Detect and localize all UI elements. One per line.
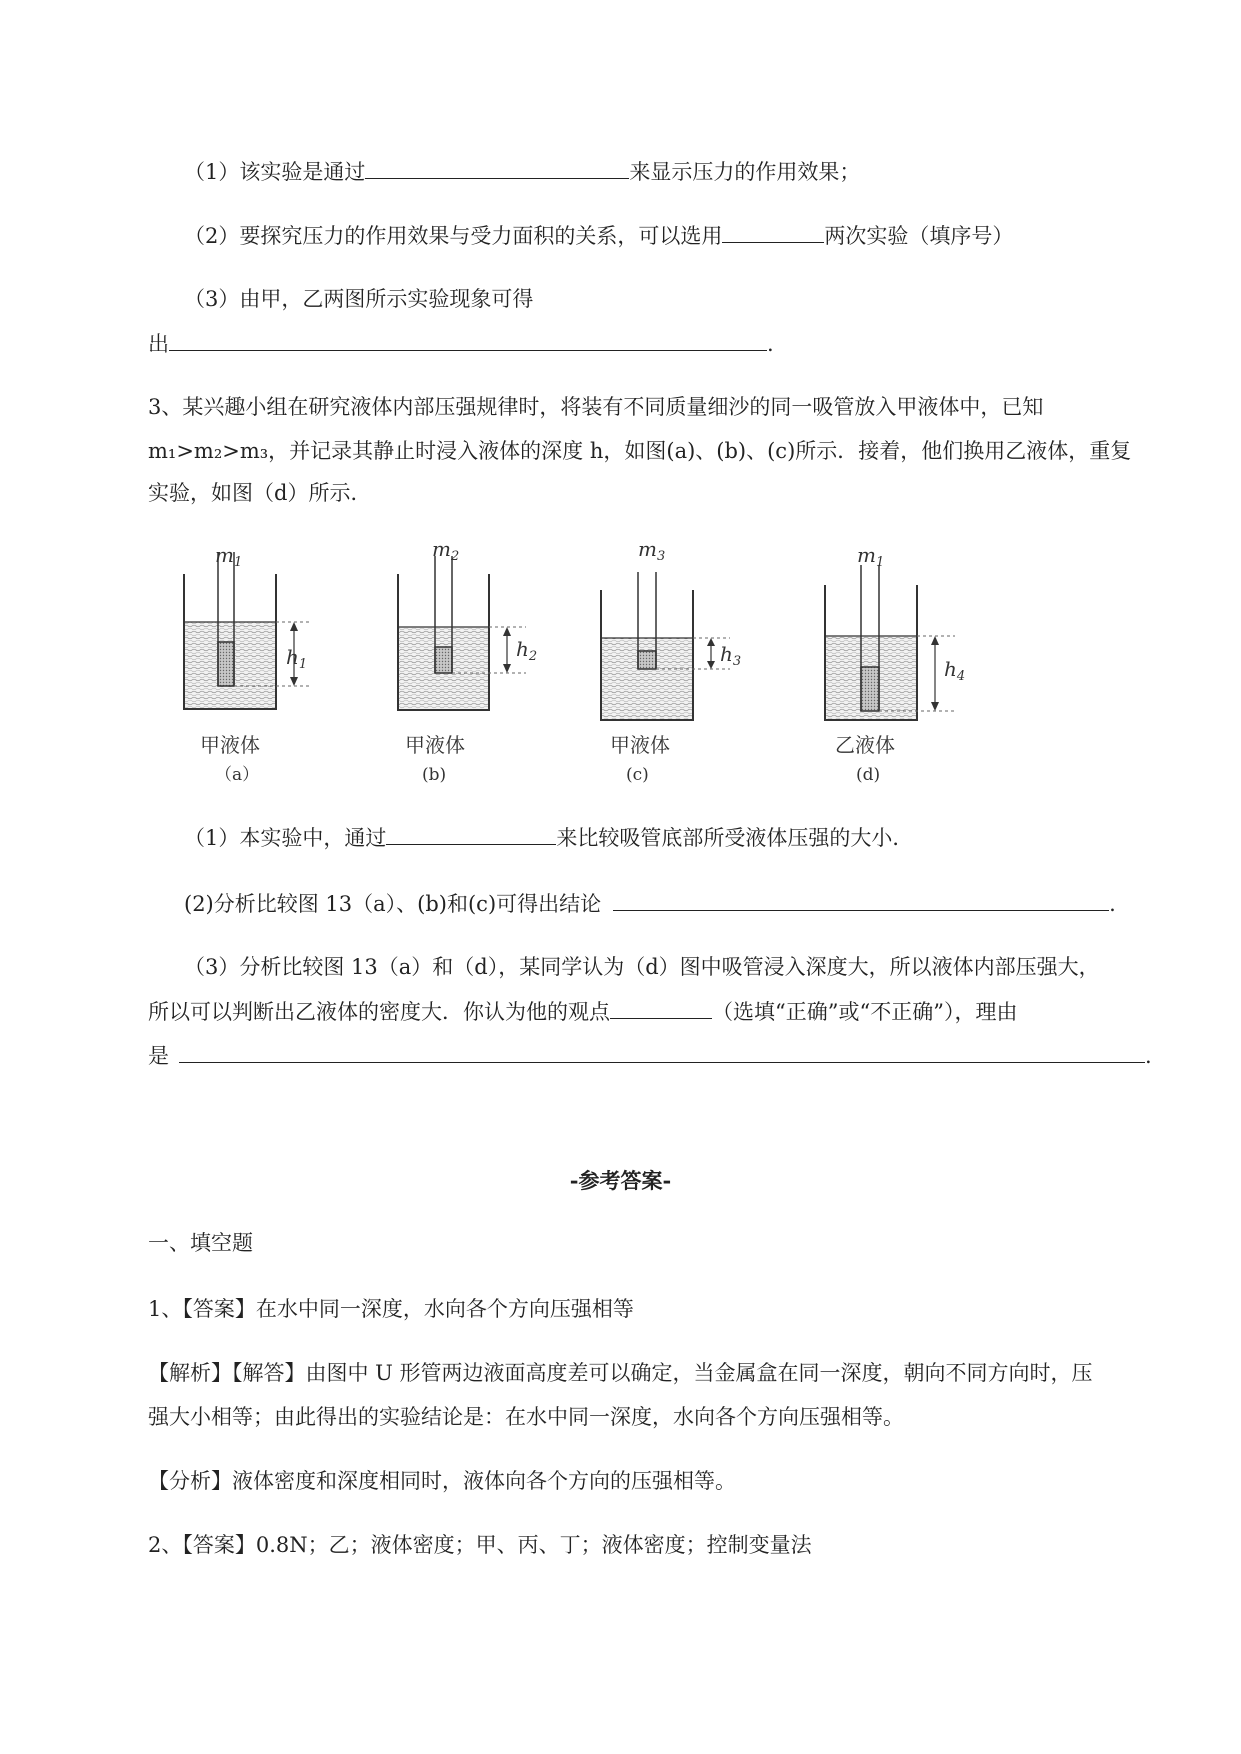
sand-in-straw-a	[218, 642, 234, 686]
mass-label-d: $m_1$	[857, 543, 885, 570]
figure-panel-d	[825, 543, 965, 785]
liquid-label-b: 甲液体	[405, 733, 465, 757]
answer-1-analysis-line1: 【解析】【解答】由图中 U 形管两边液面高度差可以确定，当金属盒在同一深度，朝向不同方向时，压	[148, 1361, 1093, 1385]
depth-label-c: $h_3$	[720, 642, 742, 669]
answers-section-heading: 一、填空题	[148, 1231, 253, 1255]
panel-tag-c: (c)	[626, 765, 649, 785]
q3-intro-line3: 实验，如图（d）所示．	[148, 481, 372, 505]
answer-blank[interactable]	[179, 1040, 1145, 1063]
figure-panel-a	[184, 543, 312, 785]
mass-label-c: $m_3$	[638, 537, 666, 564]
straw-experiment-figure	[0, 530, 1241, 800]
figure-panel-c	[601, 537, 741, 785]
answer-1-note: 【分析】液体密度和深度相同时，液体向各个方向的压强相等。	[148, 1469, 736, 1493]
depth-label-b: $h_2$	[516, 637, 538, 664]
q2-part1: （1）该实验是通过 来显示压力的作用效果；	[184, 156, 860, 187]
q3-part3-line1: （3）分析比较图 13（a）和（d），某同学认为（d）图中吸管浸入深度大，所以液体内部压强大，	[184, 955, 1100, 979]
panel-tag-b: (b)	[422, 765, 447, 785]
mass-label-b: $m_2$	[432, 537, 460, 564]
answer-blank[interactable]	[386, 822, 556, 845]
answer-blank[interactable]	[722, 220, 824, 243]
liquid-label-c: 甲液体	[610, 733, 670, 757]
q2-part3-line1: （3）由甲，乙两图所示实验现象可得	[184, 287, 534, 311]
depth-label-a: $h_1$	[286, 645, 308, 672]
figure-panel-b	[398, 537, 537, 785]
q2-part3-line2: 出 .	[148, 328, 774, 359]
q3-part1: （1）本实验中，通过 来比较吸管底部所受液体压强的大小．	[184, 822, 913, 853]
mass-label-a: $m_1$	[215, 543, 243, 570]
answer-1: 1、【答案】在水中同一深度，水向各个方向压强相等	[148, 1297, 634, 1321]
sand-in-straw-d	[861, 667, 879, 711]
liquid-label-a: 甲液体	[200, 733, 260, 757]
depth-label-d: $h_4$	[944, 657, 966, 684]
q2-part2: （2）要探究压力的作用效果与受力面积的关系，可以选用 两次实验（填序号）	[184, 220, 1013, 251]
answers-title: -参考答案-	[569, 1168, 672, 1193]
answer-blank[interactable]	[613, 888, 1109, 911]
q3-part3-line3: 是 .	[148, 1040, 1152, 1071]
liquid-label-d: 乙液体	[835, 733, 895, 757]
q3-part2: (2)分析比较图 13（a）、(b)和(c)可得出结论 .	[184, 888, 1116, 919]
answer-blank[interactable]	[610, 996, 712, 1019]
panel-tag-a: （a）	[215, 765, 260, 785]
q3-part3-line2: 所以可以判断出乙液体的密度大．你认为他的观点 （选填“正确”或“不正确”），理由	[148, 996, 1017, 1027]
sand-in-straw-b	[435, 647, 452, 673]
answer-blank[interactable]	[365, 156, 629, 179]
sand-in-straw-c	[638, 651, 656, 669]
answer-blank[interactable]	[169, 328, 767, 351]
q3-intro-line1: 3、某兴趣小组在研究液体内部压强规律时，将装有不同质量细沙的同一吸管放入甲液体中，已知	[148, 395, 1044, 419]
answer-2: 2、【答案】0.8N；乙；液体密度；甲、丙、丁；液体密度；控制变量法	[148, 1533, 812, 1557]
panel-tag-d: (d)	[856, 765, 881, 785]
q3-intro-line2: m₁>m₂>m₃，并记录其静止时浸入液体的深度 h，如图(a)、(b)、(c)所示．接着，他们换用乙液体，重复	[148, 439, 1132, 463]
answer-1-analysis-line2: 强大小相等；由此得出的实验结论是：在水中同一深度，水向各个方向压强相等。	[148, 1405, 904, 1429]
